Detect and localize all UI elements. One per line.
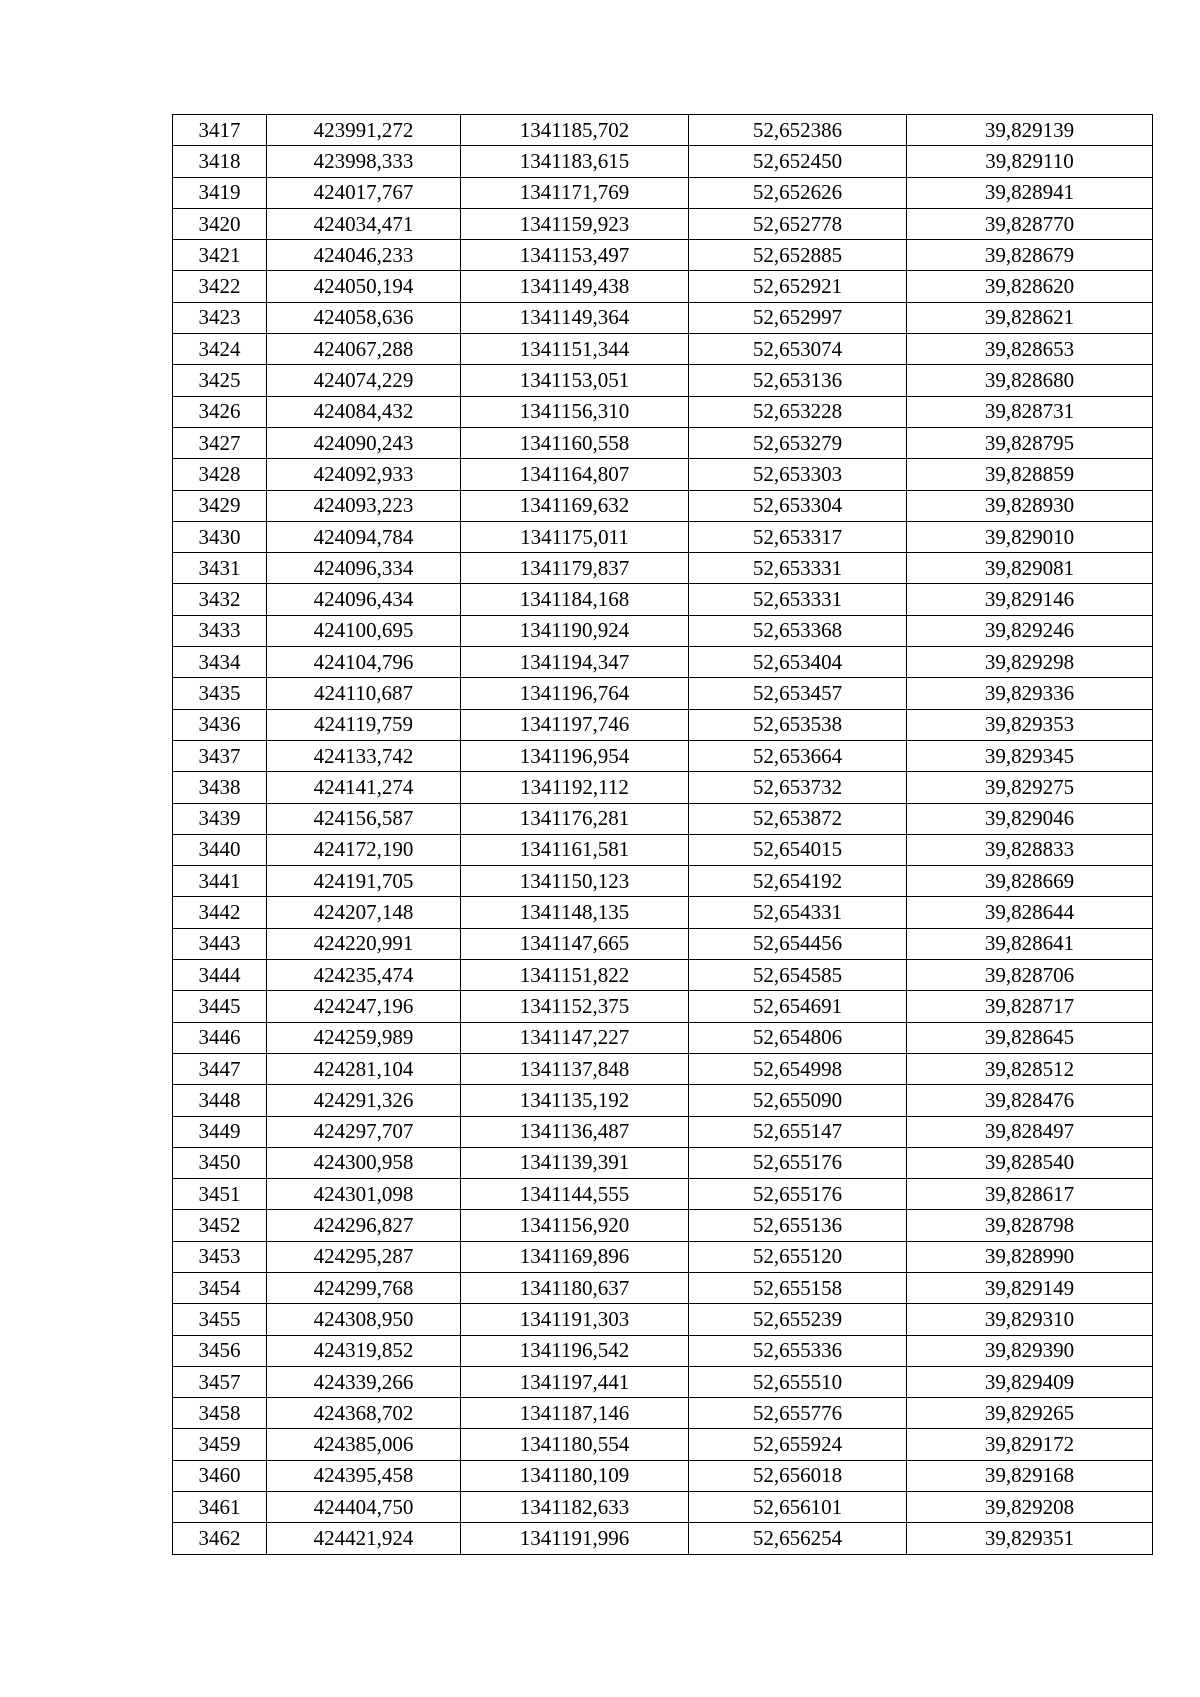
y-coordinate-cell: 1341179,837 — [461, 553, 689, 584]
x-coordinate-cell: 424319,852 — [267, 1335, 461, 1366]
latitude-cell: 52,655924 — [689, 1429, 907, 1460]
latitude-cell: 52,654691 — [689, 991, 907, 1022]
point-number-cell: 3423 — [173, 302, 267, 333]
x-coordinate-cell: 424096,434 — [267, 584, 461, 615]
longitude-cell: 39,829353 — [907, 709, 1153, 740]
x-coordinate-cell: 424058,636 — [267, 302, 461, 333]
y-coordinate-cell: 1341159,923 — [461, 208, 689, 239]
latitude-cell: 52,653279 — [689, 427, 907, 458]
point-number-cell: 3451 — [173, 1179, 267, 1210]
y-coordinate-cell: 1341175,011 — [461, 521, 689, 552]
x-coordinate-cell: 424385,006 — [267, 1429, 461, 1460]
longitude-cell: 39,828512 — [907, 1053, 1153, 1084]
y-coordinate-cell: 1341147,227 — [461, 1022, 689, 1053]
point-number-cell: 3453 — [173, 1241, 267, 1272]
longitude-cell: 39,829345 — [907, 740, 1153, 771]
point-number-cell: 3447 — [173, 1053, 267, 1084]
longitude-cell: 39,828798 — [907, 1210, 1153, 1241]
table-row — [173, 427, 1153, 458]
table-row — [173, 991, 1153, 1022]
latitude-cell: 52,653304 — [689, 490, 907, 521]
y-coordinate-cell: 1341153,051 — [461, 365, 689, 396]
point-number-cell: 3437 — [173, 740, 267, 771]
point-number-cell: 3419 — [173, 177, 267, 208]
x-coordinate-cell: 424207,148 — [267, 897, 461, 928]
x-coordinate-cell: 424339,266 — [267, 1366, 461, 1397]
longitude-cell: 39,829298 — [907, 647, 1153, 678]
longitude-cell: 39,828645 — [907, 1022, 1153, 1053]
point-number-cell: 3422 — [173, 271, 267, 302]
y-coordinate-cell: 1341176,281 — [461, 803, 689, 834]
x-coordinate-cell: 424156,587 — [267, 803, 461, 834]
x-coordinate-cell: 424034,471 — [267, 208, 461, 239]
x-coordinate-cell: 424141,274 — [267, 772, 461, 803]
point-number-cell: 3426 — [173, 396, 267, 427]
point-number-cell: 3430 — [173, 521, 267, 552]
point-number-cell: 3424 — [173, 334, 267, 365]
table-row — [173, 521, 1153, 552]
y-coordinate-cell: 1341151,344 — [461, 334, 689, 365]
x-coordinate-cell: 424220,991 — [267, 928, 461, 959]
x-coordinate-cell: 424191,705 — [267, 866, 461, 897]
longitude-cell: 39,829146 — [907, 584, 1153, 615]
longitude-cell: 39,829336 — [907, 678, 1153, 709]
table-row — [173, 334, 1153, 365]
table-row — [173, 834, 1153, 865]
table-row — [173, 1366, 1153, 1397]
point-number-cell: 3460 — [173, 1460, 267, 1491]
latitude-cell: 52,656254 — [689, 1523, 907, 1554]
x-coordinate-cell: 424172,190 — [267, 834, 461, 865]
point-number-cell: 3420 — [173, 208, 267, 239]
point-number-cell: 3436 — [173, 709, 267, 740]
table-row — [173, 1523, 1153, 1554]
point-number-cell: 3438 — [173, 772, 267, 803]
x-coordinate-cell: 424096,334 — [267, 553, 461, 584]
x-coordinate-cell: 424247,196 — [267, 991, 461, 1022]
y-coordinate-cell: 1341149,364 — [461, 302, 689, 333]
table-row — [173, 866, 1153, 897]
x-coordinate-cell: 424259,989 — [267, 1022, 461, 1053]
x-coordinate-cell: 424094,784 — [267, 521, 461, 552]
point-number-cell: 3435 — [173, 678, 267, 709]
x-coordinate-cell: 424295,287 — [267, 1241, 461, 1272]
table-row — [173, 678, 1153, 709]
y-coordinate-cell: 1341180,637 — [461, 1272, 689, 1303]
latitude-cell: 52,653368 — [689, 615, 907, 646]
table-row — [173, 897, 1153, 928]
table-row — [173, 115, 1153, 146]
x-coordinate-cell: 424110,687 — [267, 678, 461, 709]
table-row — [173, 740, 1153, 771]
y-coordinate-cell: 1341185,702 — [461, 115, 689, 146]
longitude-cell: 39,828679 — [907, 240, 1153, 271]
y-coordinate-cell: 1341160,558 — [461, 427, 689, 458]
latitude-cell: 52,653136 — [689, 365, 907, 396]
longitude-cell: 39,829139 — [907, 115, 1153, 146]
latitude-cell: 52,655136 — [689, 1210, 907, 1241]
longitude-cell: 39,828717 — [907, 991, 1153, 1022]
latitude-cell: 52,653457 — [689, 678, 907, 709]
table-row — [173, 1460, 1153, 1491]
x-coordinate-cell: 424421,924 — [267, 1523, 461, 1554]
point-number-cell: 3427 — [173, 427, 267, 458]
y-coordinate-cell: 1341152,375 — [461, 991, 689, 1022]
y-coordinate-cell: 1341137,848 — [461, 1053, 689, 1084]
y-coordinate-cell: 1341191,303 — [461, 1304, 689, 1335]
point-number-cell: 3432 — [173, 584, 267, 615]
y-coordinate-cell: 1341196,542 — [461, 1335, 689, 1366]
y-coordinate-cell: 1341150,123 — [461, 866, 689, 897]
latitude-cell: 52,652386 — [689, 115, 907, 146]
point-number-cell: 3433 — [173, 615, 267, 646]
longitude-cell: 39,829168 — [907, 1460, 1153, 1491]
latitude-cell: 52,654331 — [689, 897, 907, 928]
table-row — [173, 928, 1153, 959]
longitude-cell: 39,828621 — [907, 302, 1153, 333]
y-coordinate-cell: 1341149,438 — [461, 271, 689, 302]
latitude-cell: 52,652450 — [689, 146, 907, 177]
point-number-cell: 3440 — [173, 834, 267, 865]
table-row — [173, 1492, 1153, 1523]
x-coordinate-cell: 424100,695 — [267, 615, 461, 646]
x-coordinate-cell: 424067,288 — [267, 334, 461, 365]
latitude-cell: 52,653872 — [689, 803, 907, 834]
latitude-cell: 52,653664 — [689, 740, 907, 771]
y-coordinate-cell: 1341192,112 — [461, 772, 689, 803]
point-number-cell: 3431 — [173, 553, 267, 584]
table-row — [173, 1085, 1153, 1116]
latitude-cell: 52,656018 — [689, 1460, 907, 1491]
y-coordinate-cell: 1341164,807 — [461, 459, 689, 490]
longitude-cell: 39,829275 — [907, 772, 1153, 803]
longitude-cell: 39,829351 — [907, 1523, 1153, 1554]
latitude-cell: 52,655176 — [689, 1147, 907, 1178]
latitude-cell: 52,655336 — [689, 1335, 907, 1366]
longitude-cell: 39,828731 — [907, 396, 1153, 427]
table-row — [173, 396, 1153, 427]
point-number-cell: 3461 — [173, 1492, 267, 1523]
x-coordinate-cell: 424119,759 — [267, 709, 461, 740]
x-coordinate-cell: 424133,742 — [267, 740, 461, 771]
longitude-cell: 39,828859 — [907, 459, 1153, 490]
table-row — [173, 1429, 1153, 1460]
y-coordinate-cell: 1341183,615 — [461, 146, 689, 177]
y-coordinate-cell: 1341147,665 — [461, 928, 689, 959]
table-row — [173, 1241, 1153, 1272]
point-number-cell: 3434 — [173, 647, 267, 678]
longitude-cell: 39,828497 — [907, 1116, 1153, 1147]
point-number-cell: 3446 — [173, 1022, 267, 1053]
point-number-cell: 3448 — [173, 1085, 267, 1116]
x-coordinate-cell: 424299,768 — [267, 1272, 461, 1303]
latitude-cell: 52,652997 — [689, 302, 907, 333]
longitude-cell: 39,828617 — [907, 1179, 1153, 1210]
table-row — [173, 1179, 1153, 1210]
latitude-cell: 52,652626 — [689, 177, 907, 208]
x-coordinate-cell: 424084,432 — [267, 396, 461, 427]
table-row — [173, 709, 1153, 740]
y-coordinate-cell: 1341169,632 — [461, 490, 689, 521]
latitude-cell: 52,653404 — [689, 647, 907, 678]
x-coordinate-cell: 424291,326 — [267, 1085, 461, 1116]
longitude-cell: 39,828669 — [907, 866, 1153, 897]
table-row — [173, 1116, 1153, 1147]
x-coordinate-cell: 423991,272 — [267, 115, 461, 146]
y-coordinate-cell: 1341191,996 — [461, 1523, 689, 1554]
y-coordinate-cell: 1341190,924 — [461, 615, 689, 646]
latitude-cell: 52,652885 — [689, 240, 907, 271]
y-coordinate-cell: 1341171,769 — [461, 177, 689, 208]
x-coordinate-cell: 424092,933 — [267, 459, 461, 490]
x-coordinate-cell: 424404,750 — [267, 1492, 461, 1523]
point-number-cell: 3462 — [173, 1523, 267, 1554]
x-coordinate-cell: 423998,333 — [267, 146, 461, 177]
table-row — [173, 772, 1153, 803]
table-row — [173, 490, 1153, 521]
latitude-cell: 52,654585 — [689, 960, 907, 991]
y-coordinate-cell: 1341187,146 — [461, 1398, 689, 1429]
point-number-cell: 3445 — [173, 991, 267, 1022]
y-coordinate-cell: 1341151,822 — [461, 960, 689, 991]
longitude-cell: 39,829081 — [907, 553, 1153, 584]
longitude-cell: 39,828833 — [907, 834, 1153, 865]
table-row — [173, 1210, 1153, 1241]
coordinates-table-body — [173, 115, 1153, 1555]
latitude-cell: 52,653074 — [689, 334, 907, 365]
table-row — [173, 177, 1153, 208]
x-coordinate-cell: 424046,233 — [267, 240, 461, 271]
x-coordinate-cell: 424104,796 — [267, 647, 461, 678]
table-row — [173, 615, 1153, 646]
table-row — [173, 1272, 1153, 1303]
latitude-cell: 52,655776 — [689, 1398, 907, 1429]
x-coordinate-cell: 424300,958 — [267, 1147, 461, 1178]
x-coordinate-cell: 424093,223 — [267, 490, 461, 521]
latitude-cell: 52,655147 — [689, 1116, 907, 1147]
point-number-cell: 3454 — [173, 1272, 267, 1303]
latitude-cell: 52,655120 — [689, 1241, 907, 1272]
latitude-cell: 52,655090 — [689, 1085, 907, 1116]
longitude-cell: 39,828476 — [907, 1085, 1153, 1116]
x-coordinate-cell: 424301,098 — [267, 1179, 461, 1210]
longitude-cell: 39,829149 — [907, 1272, 1153, 1303]
longitude-cell: 39,828941 — [907, 177, 1153, 208]
latitude-cell: 52,654192 — [689, 866, 907, 897]
y-coordinate-cell: 1341144,555 — [461, 1179, 689, 1210]
point-number-cell: 3425 — [173, 365, 267, 396]
point-number-cell: 3459 — [173, 1429, 267, 1460]
longitude-cell: 39,828706 — [907, 960, 1153, 991]
longitude-cell: 39,829110 — [907, 146, 1153, 177]
point-number-cell: 3456 — [173, 1335, 267, 1366]
latitude-cell: 52,653732 — [689, 772, 907, 803]
x-coordinate-cell: 424074,229 — [267, 365, 461, 396]
x-coordinate-cell: 424368,702 — [267, 1398, 461, 1429]
table-row — [173, 240, 1153, 271]
latitude-cell: 52,654456 — [689, 928, 907, 959]
y-coordinate-cell: 1341184,168 — [461, 584, 689, 615]
y-coordinate-cell: 1341169,896 — [461, 1241, 689, 1272]
y-coordinate-cell: 1341197,746 — [461, 709, 689, 740]
table-row — [173, 271, 1153, 302]
point-number-cell: 3457 — [173, 1366, 267, 1397]
longitude-cell: 39,828620 — [907, 271, 1153, 302]
table-row — [173, 1304, 1153, 1335]
longitude-cell: 39,828930 — [907, 490, 1153, 521]
latitude-cell: 52,653331 — [689, 584, 907, 615]
point-number-cell: 3421 — [173, 240, 267, 271]
longitude-cell: 39,829010 — [907, 521, 1153, 552]
y-coordinate-cell: 1341196,954 — [461, 740, 689, 771]
longitude-cell: 39,828990 — [907, 1241, 1153, 1272]
x-coordinate-cell: 424050,194 — [267, 271, 461, 302]
latitude-cell: 52,654806 — [689, 1022, 907, 1053]
x-coordinate-cell: 424395,458 — [267, 1460, 461, 1491]
y-coordinate-cell: 1341136,487 — [461, 1116, 689, 1147]
y-coordinate-cell: 1341156,310 — [461, 396, 689, 427]
latitude-cell: 52,652921 — [689, 271, 907, 302]
latitude-cell: 52,653331 — [689, 553, 907, 584]
point-number-cell: 3444 — [173, 960, 267, 991]
point-number-cell: 3441 — [173, 866, 267, 897]
table-row — [173, 1335, 1153, 1366]
x-coordinate-cell: 424297,707 — [267, 1116, 461, 1147]
y-coordinate-cell: 1341194,347 — [461, 647, 689, 678]
table-row — [173, 365, 1153, 396]
table-row — [173, 960, 1153, 991]
x-coordinate-cell: 424017,767 — [267, 177, 461, 208]
table-row — [173, 459, 1153, 490]
longitude-cell: 39,828653 — [907, 334, 1153, 365]
table-row — [173, 1398, 1153, 1429]
longitude-cell: 39,828770 — [907, 208, 1153, 239]
longitude-cell: 39,829310 — [907, 1304, 1153, 1335]
table-row — [173, 553, 1153, 584]
y-coordinate-cell: 1341180,109 — [461, 1460, 689, 1491]
longitude-cell: 39,829265 — [907, 1398, 1153, 1429]
latitude-cell: 52,654998 — [689, 1053, 907, 1084]
point-number-cell: 3428 — [173, 459, 267, 490]
point-number-cell: 3439 — [173, 803, 267, 834]
point-number-cell: 3450 — [173, 1147, 267, 1178]
table-row — [173, 803, 1153, 834]
y-coordinate-cell: 1341135,192 — [461, 1085, 689, 1116]
latitude-cell: 52,655239 — [689, 1304, 907, 1335]
latitude-cell: 52,654015 — [689, 834, 907, 865]
longitude-cell: 39,828644 — [907, 897, 1153, 928]
point-number-cell: 3442 — [173, 897, 267, 928]
table-row — [173, 208, 1153, 239]
latitude-cell: 52,655510 — [689, 1366, 907, 1397]
y-coordinate-cell: 1341196,764 — [461, 678, 689, 709]
table-row — [173, 1022, 1153, 1053]
y-coordinate-cell: 1341180,554 — [461, 1429, 689, 1460]
x-coordinate-cell: 424281,104 — [267, 1053, 461, 1084]
longitude-cell: 39,828540 — [907, 1147, 1153, 1178]
y-coordinate-cell: 1341161,581 — [461, 834, 689, 865]
x-coordinate-cell: 424235,474 — [267, 960, 461, 991]
point-number-cell: 3418 — [173, 146, 267, 177]
longitude-cell: 39,829246 — [907, 615, 1153, 646]
coordinates-table — [172, 114, 1153, 1555]
table-row — [173, 1053, 1153, 1084]
latitude-cell: 52,655176 — [689, 1179, 907, 1210]
latitude-cell: 52,653228 — [689, 396, 907, 427]
longitude-cell: 39,828641 — [907, 928, 1153, 959]
y-coordinate-cell: 1341197,441 — [461, 1366, 689, 1397]
point-number-cell: 3429 — [173, 490, 267, 521]
point-number-cell: 3449 — [173, 1116, 267, 1147]
x-coordinate-cell: 424296,827 — [267, 1210, 461, 1241]
y-coordinate-cell: 1341153,497 — [461, 240, 689, 271]
table-row — [173, 1147, 1153, 1178]
longitude-cell: 39,828680 — [907, 365, 1153, 396]
table-row — [173, 584, 1153, 615]
point-number-cell: 3458 — [173, 1398, 267, 1429]
table-row — [173, 146, 1153, 177]
table-row — [173, 647, 1153, 678]
point-number-cell: 3452 — [173, 1210, 267, 1241]
x-coordinate-cell: 424090,243 — [267, 427, 461, 458]
y-coordinate-cell: 1341139,391 — [461, 1147, 689, 1178]
point-number-cell: 3443 — [173, 928, 267, 959]
latitude-cell: 52,655158 — [689, 1272, 907, 1303]
latitude-cell: 52,652778 — [689, 208, 907, 239]
longitude-cell: 39,829409 — [907, 1366, 1153, 1397]
y-coordinate-cell: 1341148,135 — [461, 897, 689, 928]
latitude-cell: 52,653303 — [689, 459, 907, 490]
point-number-cell: 3455 — [173, 1304, 267, 1335]
longitude-cell: 39,829172 — [907, 1429, 1153, 1460]
latitude-cell: 52,653317 — [689, 521, 907, 552]
x-coordinate-cell: 424308,950 — [267, 1304, 461, 1335]
longitude-cell: 39,829390 — [907, 1335, 1153, 1366]
longitude-cell: 39,829208 — [907, 1492, 1153, 1523]
point-number-cell: 3417 — [173, 115, 267, 146]
y-coordinate-cell: 1341182,633 — [461, 1492, 689, 1523]
longitude-cell: 39,829046 — [907, 803, 1153, 834]
latitude-cell: 52,653538 — [689, 709, 907, 740]
latitude-cell: 52,656101 — [689, 1492, 907, 1523]
table-row — [173, 302, 1153, 333]
longitude-cell: 39,828795 — [907, 427, 1153, 458]
y-coordinate-cell: 1341156,920 — [461, 1210, 689, 1241]
